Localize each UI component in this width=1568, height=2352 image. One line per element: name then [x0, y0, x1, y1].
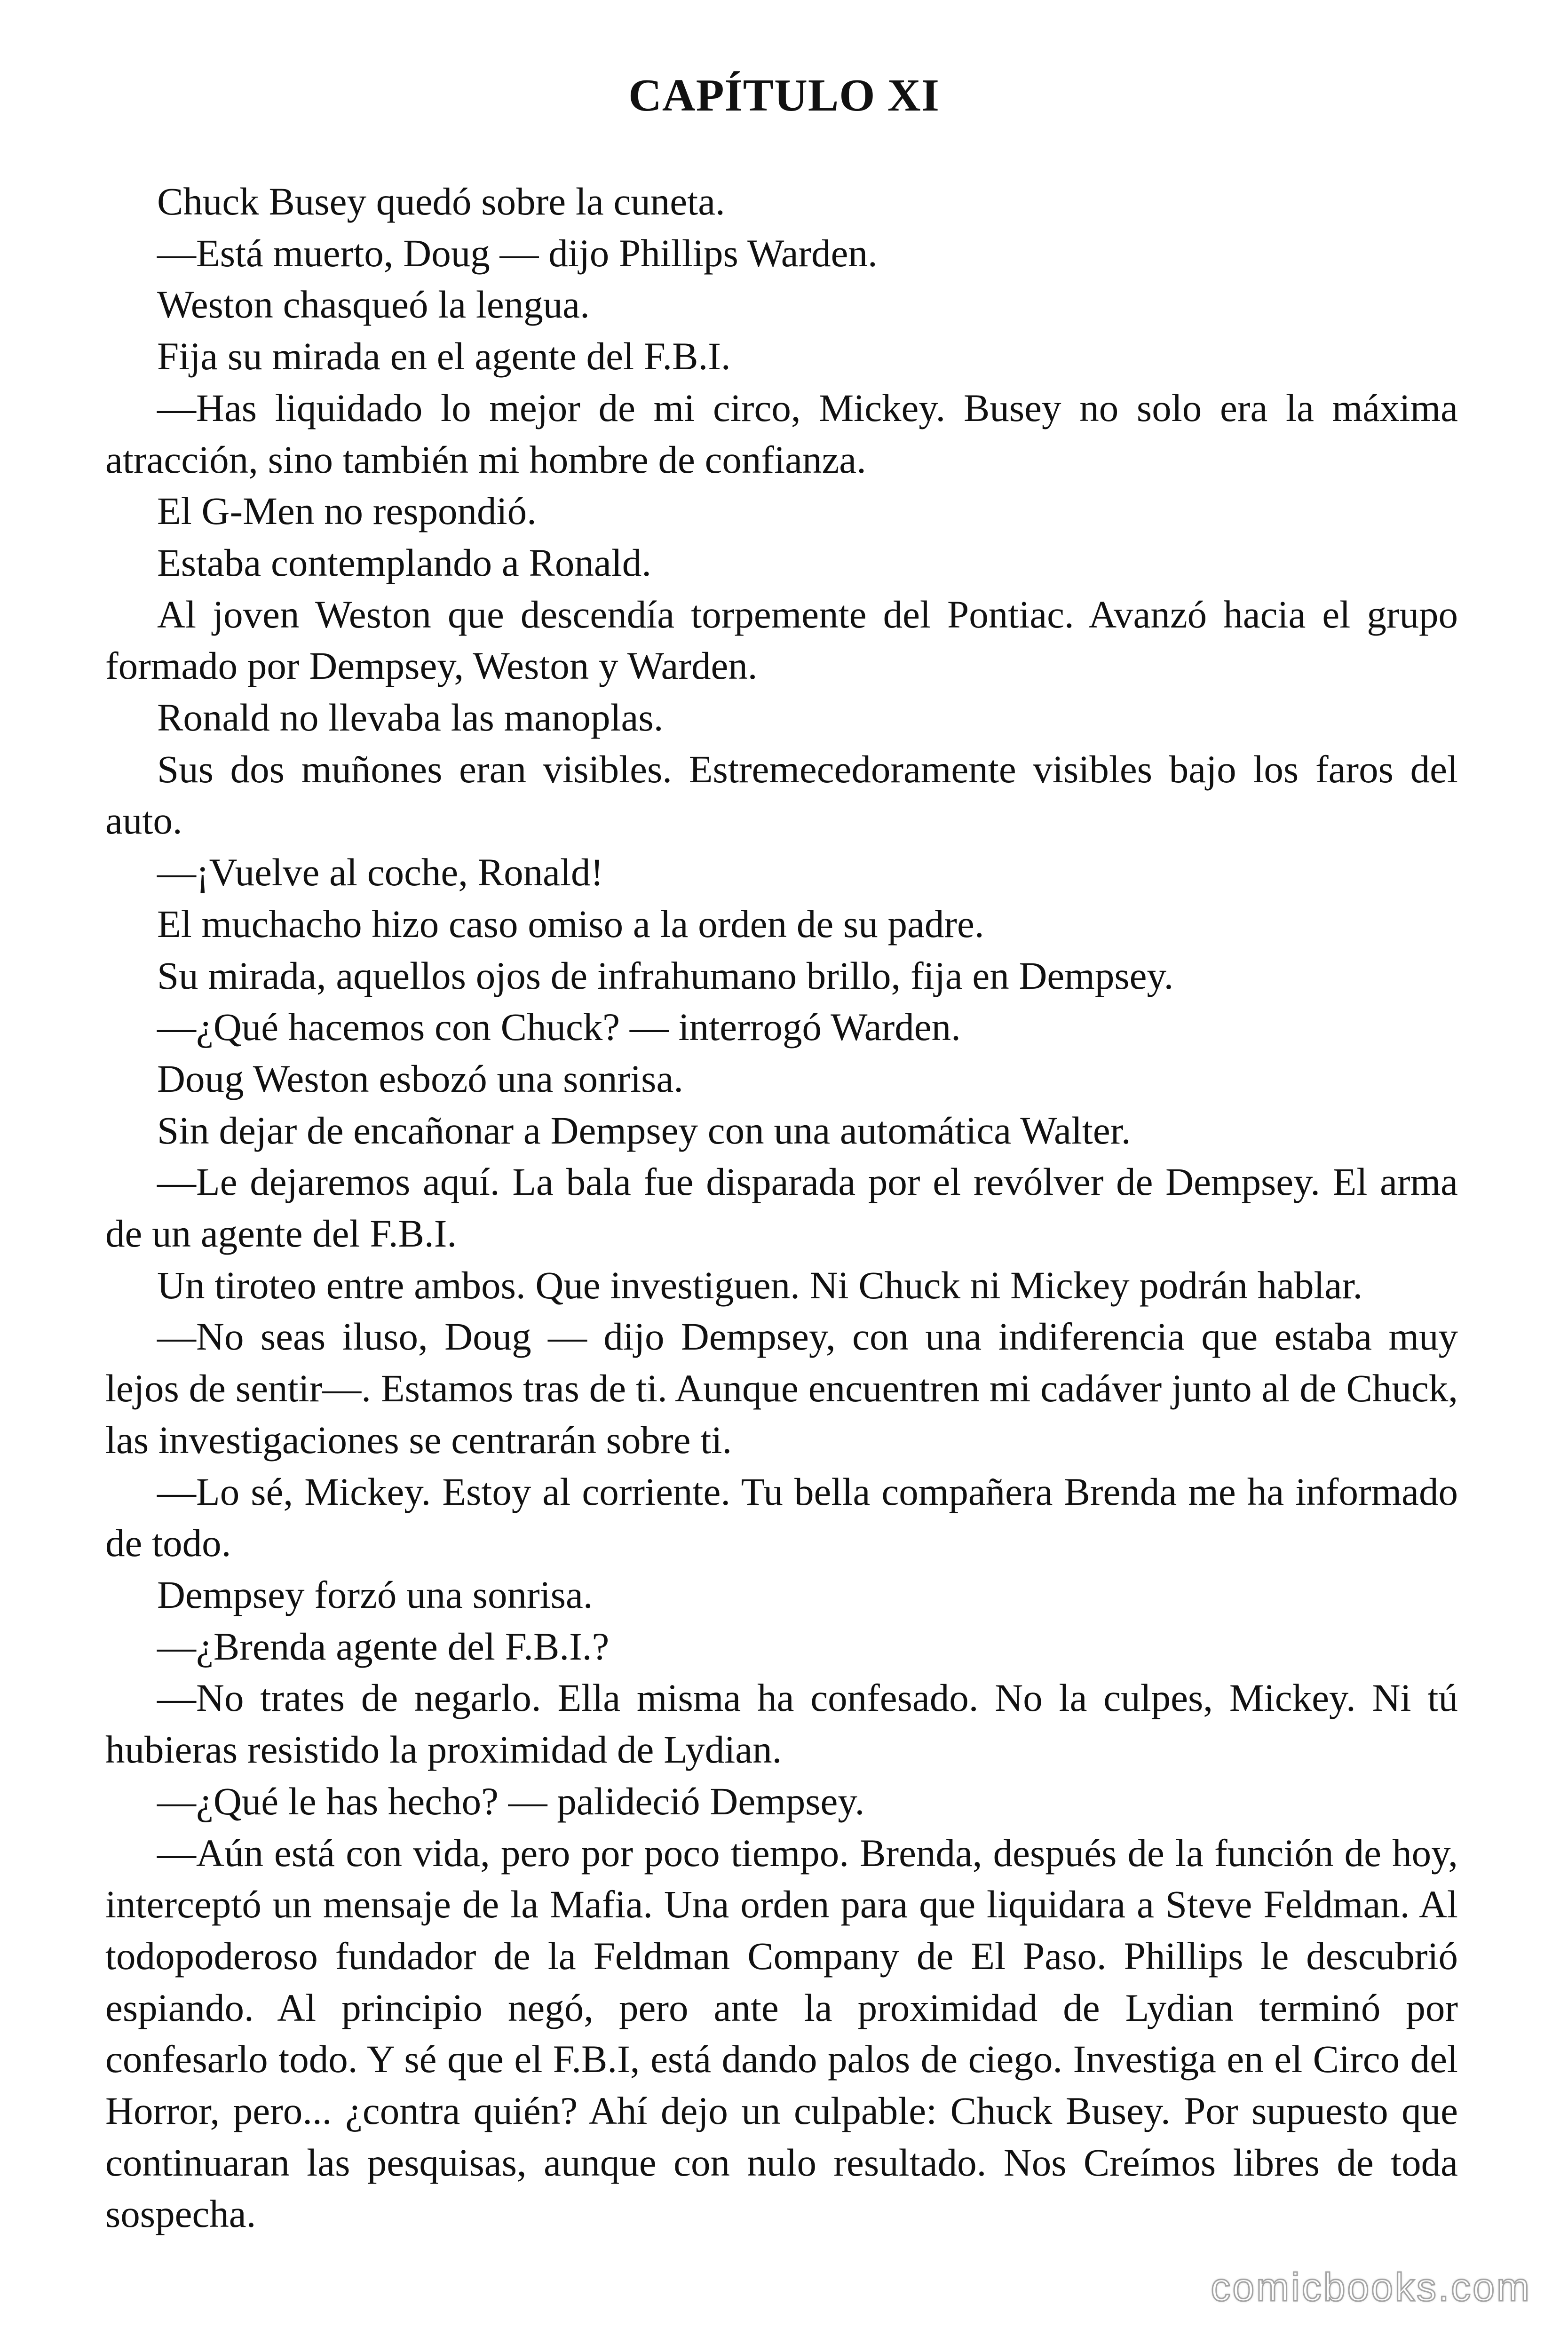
paragraph: Weston chasqueó la lengua. [157, 283, 590, 326]
paragraph: —Lo sé, Mickey. Estoy al corriente. Tu bella compañera Brenda me ha informado de todo. [105, 1470, 1458, 1565]
paragraph: Ronald no llevaba las manoplas. [157, 696, 664, 739]
paragraph: —Le dejaremos aquí. La bala fue disparada por el revólver de Dempsey. El arma de un agente del F.B.I. [105, 1160, 1458, 1255]
paragraph: Dempsey forzó una sonrisa. [157, 1573, 593, 1616]
paragraph: —Está muerto, Doug — dijo Phillips Warden. [157, 231, 878, 275]
paragraph: —¿Qué le has hecho? — palideció Dempsey. [157, 1779, 865, 1823]
paragraph: —Aún está con vida, pero por poco tiempo. Brenda, después de la función de hoy, interceptó un mensaje de la Mafia. Una orden para que liquidara a Steve Feldman. Al todopoderoso fundador de la Feldman Company de El Paso. Phillips le descubrió espiando. Al principio negó, pero ante la proximidad de Lydian terminó por confesarlo todo. Y sé que el F.B.I, está dando palos de ciego. Investiga en el Circo del Horror, pero... ¿contra quién? Ahí dejo un culpable: Chuck Busey. Por supuesto que continuaran las pesquisas, aunque con nulo resultado. Nos Creímos libres de toda sospecha. [105, 1831, 1458, 2236]
paragraph: —Has liquidado lo mejor de mi circo, Mickey. Busey no solo era la máxima atracción, sino también mi hombre de confianza. [105, 386, 1458, 481]
paragraph: Fija su mirada en el agente del F.B.I. [157, 334, 731, 378]
paragraph: Su mirada, aquellos ojos de infrahumano brillo, fija en Dempsey. [157, 954, 1174, 997]
paragraph: El G-Men no respondió. [157, 489, 537, 533]
paragraph: Al joven Weston que descendía torpemente del Pontiac. Avanzó hacia el grupo formado por Dempsey, Weston y Warden. [105, 592, 1458, 688]
paragraph: Chuck Busey quedó sobre la cuneta. [157, 180, 725, 223]
paragraph: Un tiroteo entre ambos. Que investiguen. Ni Chuck ni Mickey podrán hablar. [157, 1263, 1363, 1307]
chapter-title: CAPÍTULO XI [628, 70, 940, 121]
paragraph: —No trates de negarlo. Ella misma ha confesado. No la culpes, Mickey. Ni tú hubieras resistido la proximidad de Lydian. [105, 1676, 1458, 1772]
paragraph: —¡Vuelve al coche, Ronald! [157, 850, 604, 894]
paragraph: —¿Qué hacemos con Chuck? — interrogó Warden. [157, 1005, 961, 1049]
paragraph: Sin dejar de encañonar a Dempsey con una automática Walter. [157, 1108, 1131, 1152]
watermark: comicbooks.com [1211, 2265, 1531, 2309]
paragraph: Estaba contemplando a Ronald. [157, 540, 652, 584]
paragraph: El muchacho hizo caso omiso a la orden de su padre. [157, 902, 984, 946]
paragraph: Sus dos muñones eran visibles. Estremecedoramente visibles bajo los faros del auto. [105, 747, 1458, 842]
paragraph: —No seas iluso, Doug — dijo Dempsey, con una indiferencia que estaba muy lejos de sentir—. Estamos tras de ti. Aunque encuentren mi cadáver junto al de Chuck, las investigaciones se centrarán sobre ti. [105, 1315, 1458, 1462]
paragraph: Doug Weston esbozó una sonrisa. [157, 1057, 684, 1100]
chapter-body [105, 176, 1458, 2240]
paragraph: —¿Brenda agente del F.B.I.? [157, 1624, 610, 1668]
